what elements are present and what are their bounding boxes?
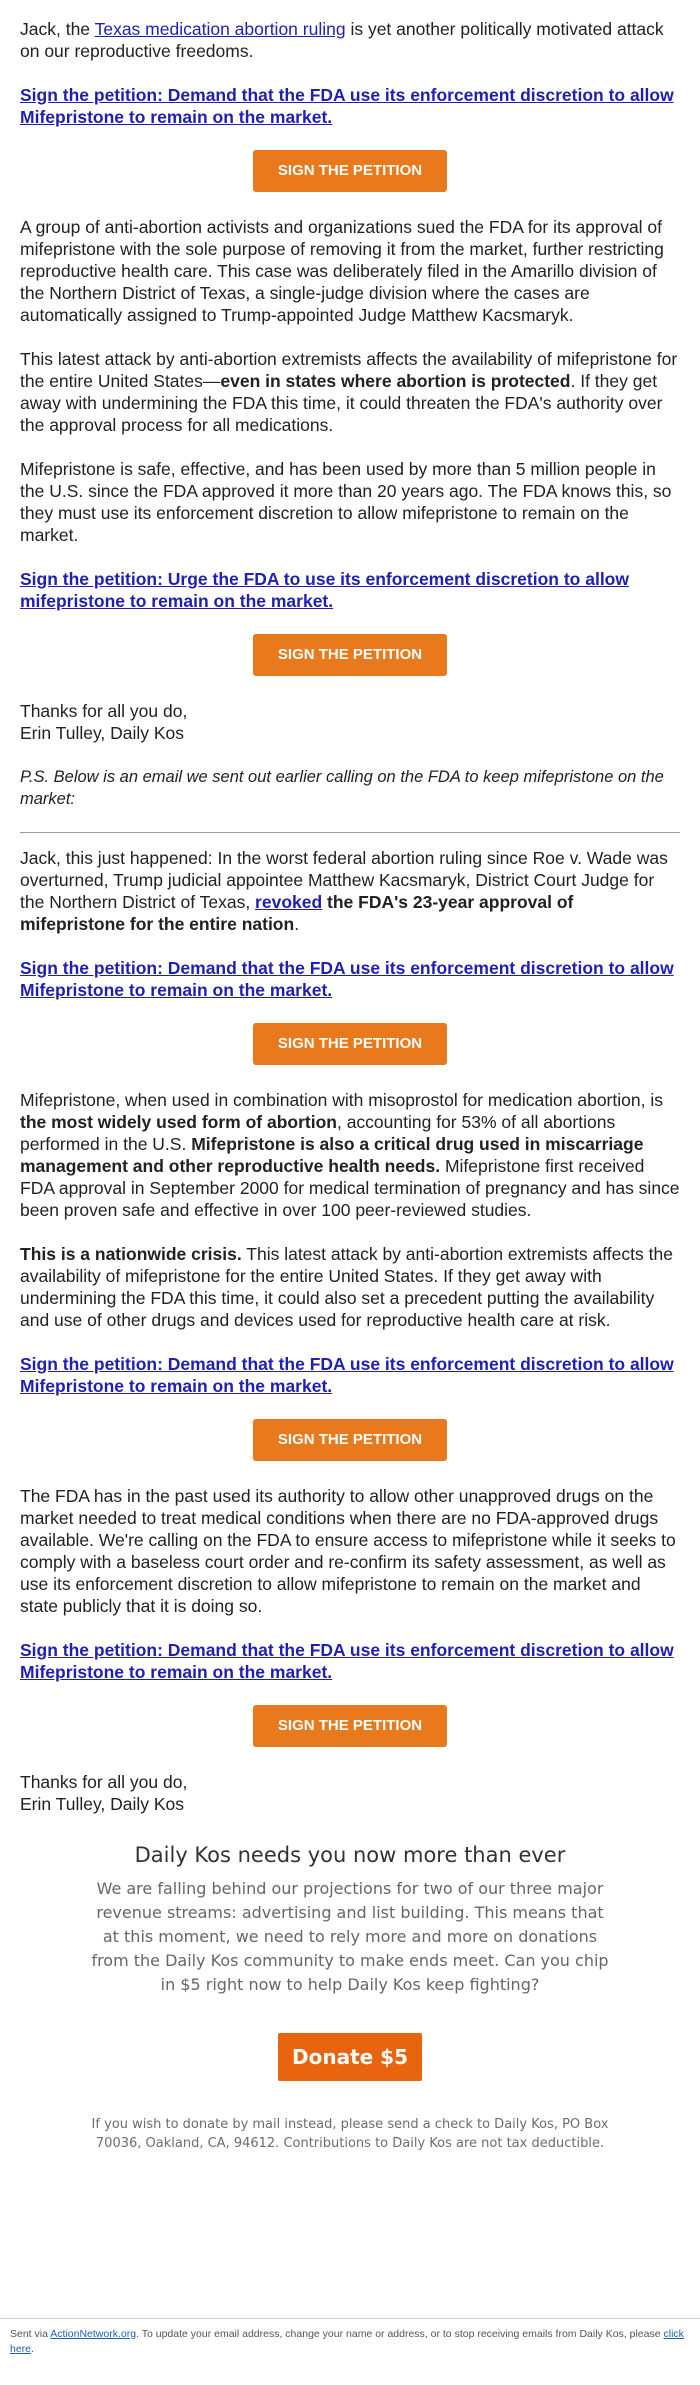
petition-link-paragraph <box>20 568 680 612</box>
earlier-bold: the FDA's 23-year approval of mifepristone for the entire nation <box>20 892 574 934</box>
signoff-thanks: Thanks for all you do, <box>20 1772 188 1792</box>
actionnetwork-link[interactable]: ActionNetwork.org <box>50 2328 137 2340</box>
petition-button-row <box>20 150 680 192</box>
signoff-name: Erin Tulley, Daily Kos <box>20 723 185 743</box>
attack-text-end: . If they get away with undermining the FDA this time, it could threaten the FDA's authority over the approval process for all medications. <box>20 371 663 435</box>
signoff <box>20 700 680 744</box>
petition-button-row <box>20 1419 680 1461</box>
signoff-thanks: Thanks for all you do, <box>20 701 188 721</box>
divider <box>20 832 680 833</box>
intro-paragraph <box>20 18 680 62</box>
email-footer <box>0 2318 700 2357</box>
sign-petition-button[interactable]: SIGN THE PETITION <box>253 634 447 676</box>
petition-link-paragraph <box>20 1353 680 1397</box>
mife-bold-2: Mifepristone is also a critical drug used in miscarriage management and other reproductive health needs. <box>20 1134 644 1176</box>
attack-text: This latest attack by anti-abortion extremists affects the availability of mifepristone for the entire United States— <box>20 349 678 391</box>
petition-button-row <box>20 1023 680 1065</box>
earlier-text-end: . <box>294 914 300 934</box>
petition-link[interactable]: Sign the petition: Demand that the FDA use its enforcement discretion to allow Mifepristone to remain on the market. <box>20 958 674 1000</box>
mifepristone-paragraph <box>20 1089 680 1221</box>
sign-petition-button[interactable]: SIGN THE PETITION <box>253 150 447 192</box>
petition-link[interactable]: Sign the petition: Demand that the FDA use its enforcement discretion to allow Mifepristone to remain on the market. <box>20 1354 674 1396</box>
petition-link[interactable]: Sign the petition: Urge the FDA to use its enforcement discretion to allow mifepristone to remain on the market. <box>20 569 629 611</box>
petition-link-paragraph <box>20 84 680 128</box>
intro-text: Jack, the <box>20 19 95 39</box>
sign-petition-button[interactable]: SIGN THE PETITION <box>253 1023 447 1065</box>
mife-text-mid: , accounting for 53% of all abortions performed in the U.S. <box>20 1112 616 1154</box>
safety-paragraph: Mifepristone is safe, effective, and has been used by more than 5 million people in the U.S. since the FDA approved it more than 20 years ago. The FDA knows this, so they must use its enforcement discretion to allow mifepristone to remain on the market. <box>20 459 672 545</box>
earlier-email-paragraph <box>20 847 680 935</box>
appeal-heading: Daily Kos needs you now more than ever <box>134 1843 566 1867</box>
petition-button-row <box>20 1705 680 1747</box>
revoked-link[interactable]: revoked <box>255 892 323 912</box>
lawsuit-paragraph: A group of anti-abortion activists and organizations sued the FDA for its approval of mifepristone with the sole purpose of removing it from the market, further restricting reproductive health care. This case was deliberately filed in the Amarillo division of the Northern District of Texas, a single-judge division where the cases are automatically assigned to Trump-appointed Judge Matthew Kacsmaryk. <box>20 217 664 325</box>
mife-text: Mifepristone, when used in combination with misoprostol for medication abortion, is <box>20 1090 663 1110</box>
unsubscribe-link[interactable]: click here <box>10 2328 684 2355</box>
sign-petition-button[interactable]: SIGN THE PETITION <box>253 1419 447 1461</box>
crisis-text: This latest attack by anti-abortion extremists affects the availability of mifepristone for the entire United States. If they get away with undermining the FDA this time, it could also set a precedent putting the availability and use of other drugs and devices used for reproductive health care at risk. <box>20 1244 673 1330</box>
crisis-paragraph <box>20 1243 680 1331</box>
mail-donation-note: If you wish to donate by mail instead, please send a check to Daily Kos, PO Box 70036, Oakland, CA, 94612. Contributions to Daily Kos are not tax deductible. <box>91 2117 609 2151</box>
signoff-name: Erin Tulley, Daily Kos <box>20 1794 185 1814</box>
donate-button[interactable]: Donate $5 <box>278 2033 422 2081</box>
intro-text-end: is yet another politically motivated attack on our reproductive freedoms. <box>20 19 664 61</box>
attack-bold: even in states where abortion is protected <box>220 371 571 391</box>
petition-link[interactable]: Sign the petition: Demand that the FDA use its enforcement discretion to allow Mifepristone to remain on the market. <box>20 85 674 127</box>
crisis-bold: This is a nationwide crisis. <box>20 1244 242 1264</box>
texas-ruling-link[interactable]: Texas medication abortion ruling <box>94 19 346 39</box>
petition-link-paragraph <box>20 957 680 1001</box>
appeal-body: We are falling behind our projections for two of our three major revenue streams: advertising and list building. This means that at this moment, we need to rely more and more on donations from the Daily Kos community to make ends meet. Can you chip in $5 right now to help Daily Kos keep fighting? <box>91 1879 609 1994</box>
fda-authority-paragraph: The FDA has in the past used its authority to allow other unapproved drugs on the market needed to treat medical conditions when there are no FDA-approved drugs available. We're calling on the FDA to ensure access to mifepristone while it seeks to comply with a baseless court order and re-confirm its safety assessment, as well as use its enforcement discretion to allow mifepristone to remain on the market and state publicly that it is doing so. <box>20 1486 676 1616</box>
footer-text-end: . <box>31 2343 34 2355</box>
petition-button-row <box>20 634 680 676</box>
sign-petition-button[interactable]: SIGN THE PETITION <box>253 1705 447 1747</box>
mife-text-end: Mifepristone first received FDA approval in September 2000 for medical termination of pregnancy and has since been proven safe and effective in over 100 peer-reviewed studies. <box>20 1156 680 1220</box>
footer-text-mid: . To update your email address, change your name or address, or to stop receiving emails from Daily Kos, please <box>136 2328 664 2340</box>
petition-link[interactable]: Sign the petition: Demand that the FDA use its enforcement discretion to allow Mifepristone to remain on the market. <box>20 1640 674 1682</box>
earlier-text: Jack, this just happened: In the worst federal abortion ruling since Roe v. Wade was overturned, Trump judicial appointee Matthew Kacsmaryk, District Court Judge for the Northern District of Texas, <box>20 848 668 912</box>
mife-bold-1: the most widely used form of abortion <box>20 1112 337 1132</box>
attack-paragraph <box>20 348 680 436</box>
footer-text: Sent via <box>10 2328 51 2340</box>
petition-link-paragraph <box>20 1639 680 1683</box>
signoff <box>20 1771 680 1815</box>
postscript: P.S. Below is an email we sent out earlier calling on the FDA to keep mifepristone on the market: <box>20 768 664 808</box>
donation-appeal <box>0 1843 700 2153</box>
